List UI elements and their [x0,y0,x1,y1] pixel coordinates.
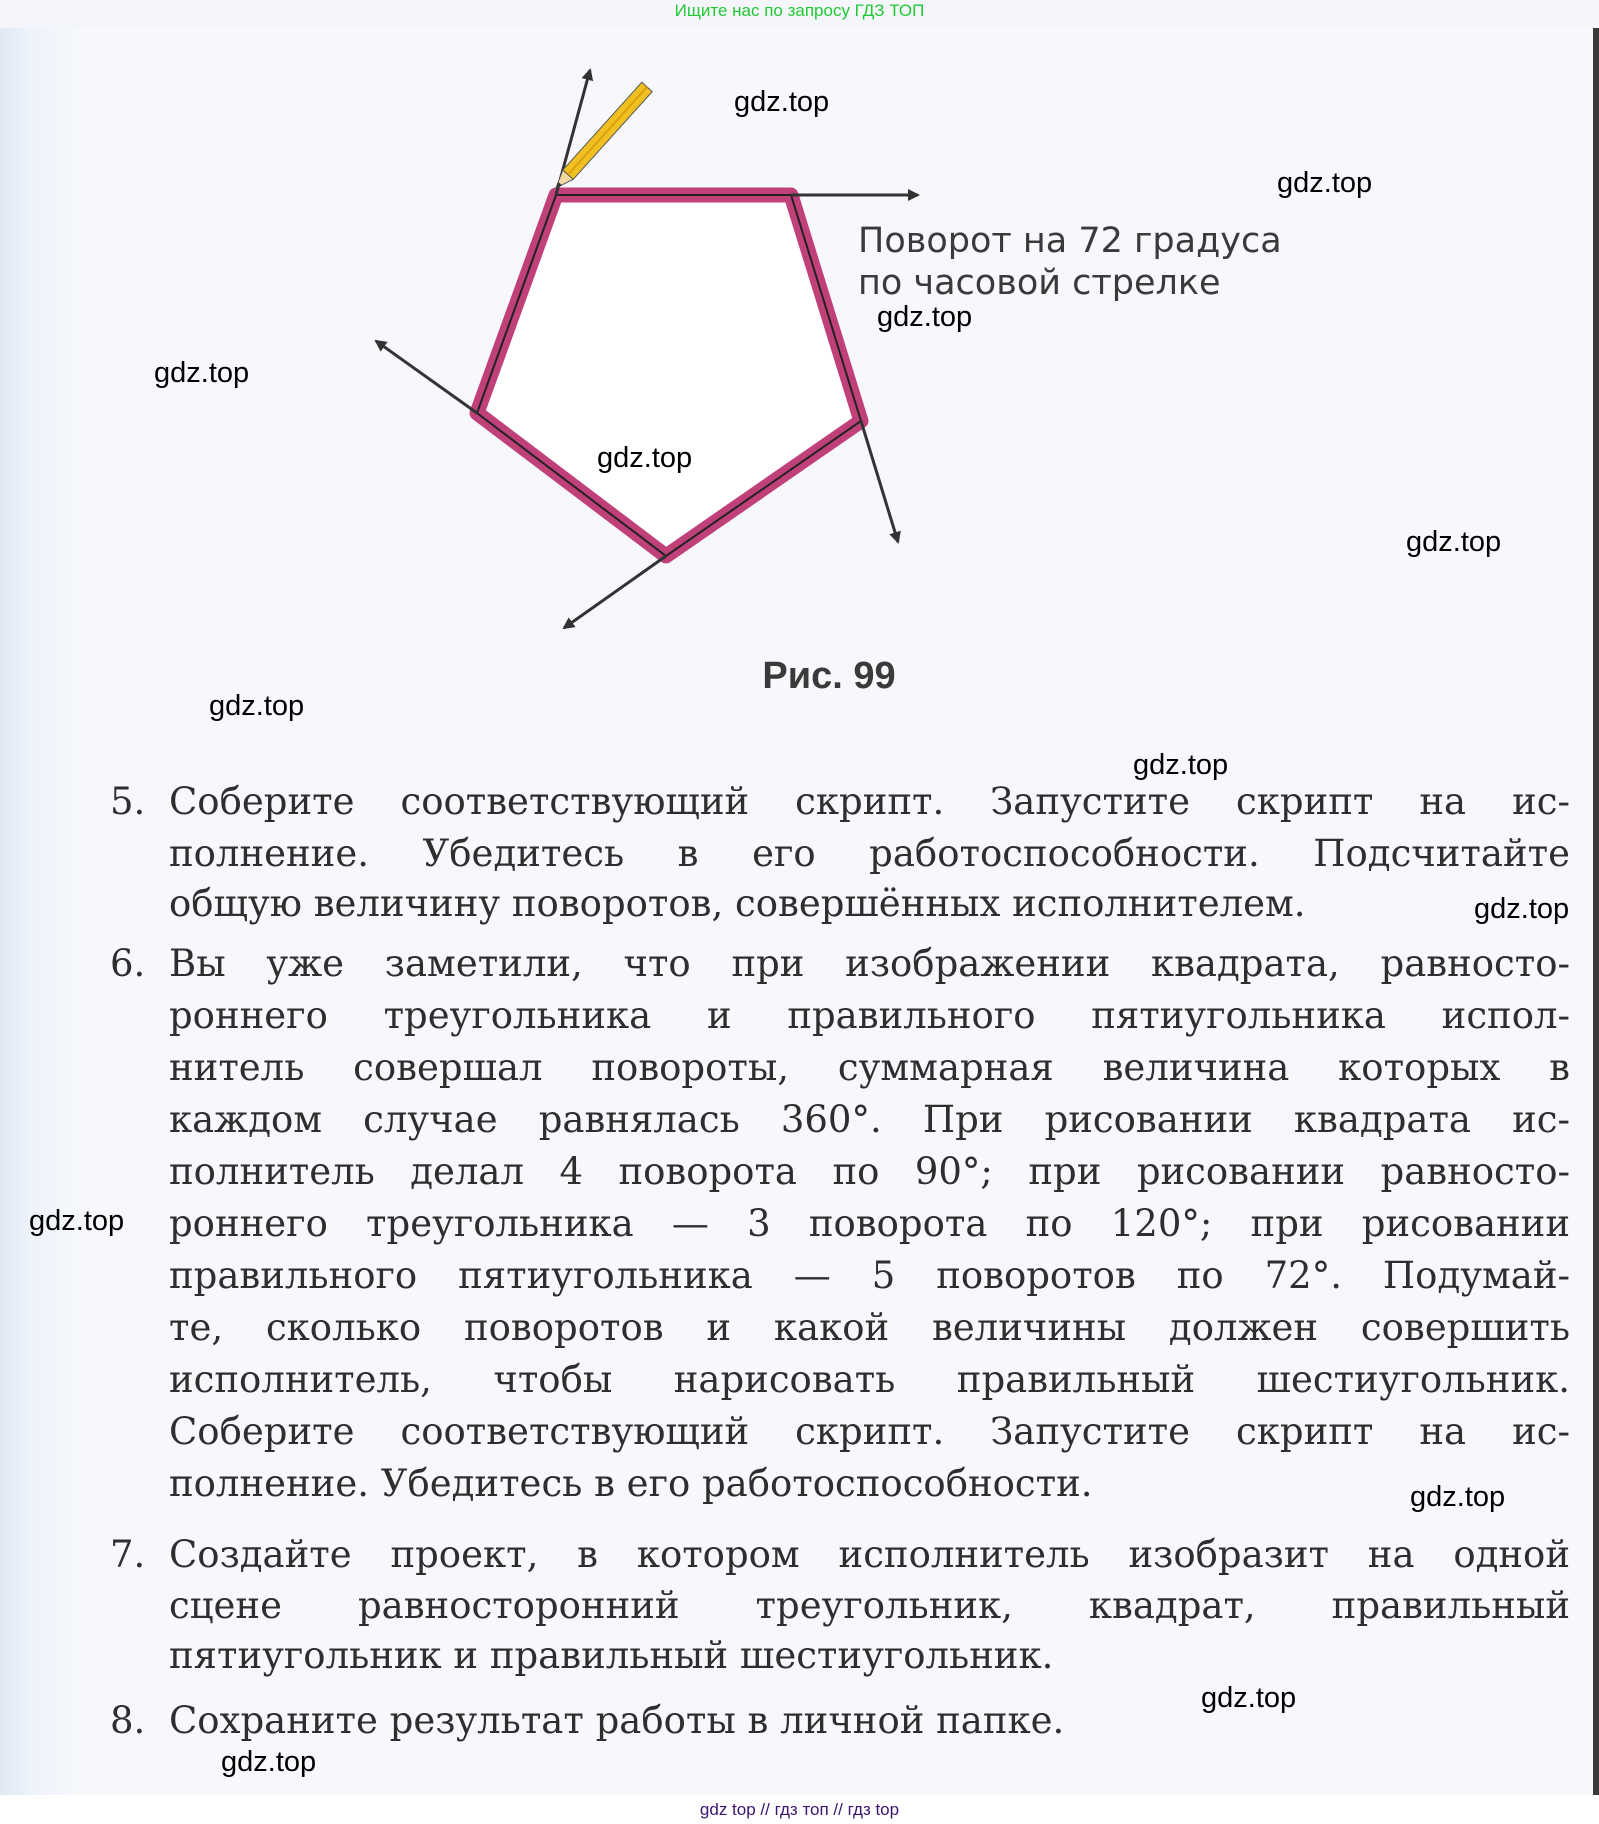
item-text-line: общую величину поворотов, совершённых исполнителем. [169,882,1306,925]
item-text-line: пятиугольник и правильный шестиугольник. [169,1634,1054,1677]
pencil-icon [551,82,652,192]
item-text-line: правильного пятиугольника — 5 поворотов по 72°. Подумай- [169,1254,1570,1297]
pentagon-shape [477,195,861,556]
item-text-line: те, сколько поворотов и какой величины должен совершить [169,1306,1570,1349]
watermark-text: gdz.top [1201,1682,1297,1714]
item-text-line: полнение. Убедитесь в его работоспособности. Подсчитайте [169,832,1570,875]
item-text-line: полнитель делал 4 поворота по 90°; при рисовании равносто- [169,1150,1570,1193]
watermark-text: gdz.top [1133,749,1229,781]
item-text-line: роннего треугольника и правильного пятиугольника испол- [169,994,1570,1037]
turn-annotation-line2: по часовой стрелке [858,263,1221,303]
item-text-line: полнение. Убедитесь в его работоспособности. [169,1462,1093,1505]
watermark-text: gdz.top [877,301,973,333]
watermark-text: gdz.top [1474,893,1570,925]
footer[interactable]: gdz top // гдз топ // гдз top [0,1795,1599,1824]
item-number: 6. [110,942,146,985]
item-number: 5. [110,780,146,823]
watermark-text: gdz.top [221,1746,317,1778]
figure-caption: Рис. 99 [762,655,896,697]
watermark-text: gdz.top [209,690,305,722]
turn-annotation-line1: Поворот на 72 градуса [858,221,1282,261]
watermark-text: gdz.top [1277,167,1373,199]
item-text-line: нитель совершал повороты, суммарная величина которых в [169,1046,1570,1089]
item-text-line: Сохраните результат работы в личной папке. [169,1699,1065,1742]
watermark-text: gdz.top [154,357,250,389]
watermark-text: gdz.top [1406,526,1502,558]
item-number: 8. [110,1699,146,1742]
watermark-text: gdz.top [734,86,830,118]
item-text-line: Создайте проект, в котором исполнитель изобразит на одной [169,1533,1570,1576]
arrow-up-left [376,341,477,413]
watermark-text: gdz.top [597,442,693,474]
watermark-text: gdz.top [1410,1481,1506,1513]
arrow-down-right [861,421,898,542]
item-text-line: Вы уже заметили, что при изображении квадрата, равносто- [169,942,1570,985]
item-text-line: исполнитель, чтобы нарисовать правильный шестиугольник. [169,1358,1570,1401]
item-text-line: сцене равносторонний треугольник, квадрат, правильный [169,1584,1570,1627]
item-text-line: Соберите соответствующий скрипт. Запустите скрипт на ис- [169,780,1570,823]
item-number: 7. [110,1533,146,1576]
item-text-line: роннего треугольника — 3 поворота по 120°; при рисовании [169,1202,1570,1245]
item-text-line: каждом случае равнялась 360°. При рисовании квадрата ис- [169,1098,1570,1141]
item-text-line: Соберите соответствующий скрипт. Запустите скрипт на ис- [169,1410,1570,1453]
top-note[interactable]: Ищите нас по запросу ГДЗ ТОП [674,1,925,20]
watermark-text: gdz.top [29,1205,125,1237]
arrow-down-left [564,556,666,628]
